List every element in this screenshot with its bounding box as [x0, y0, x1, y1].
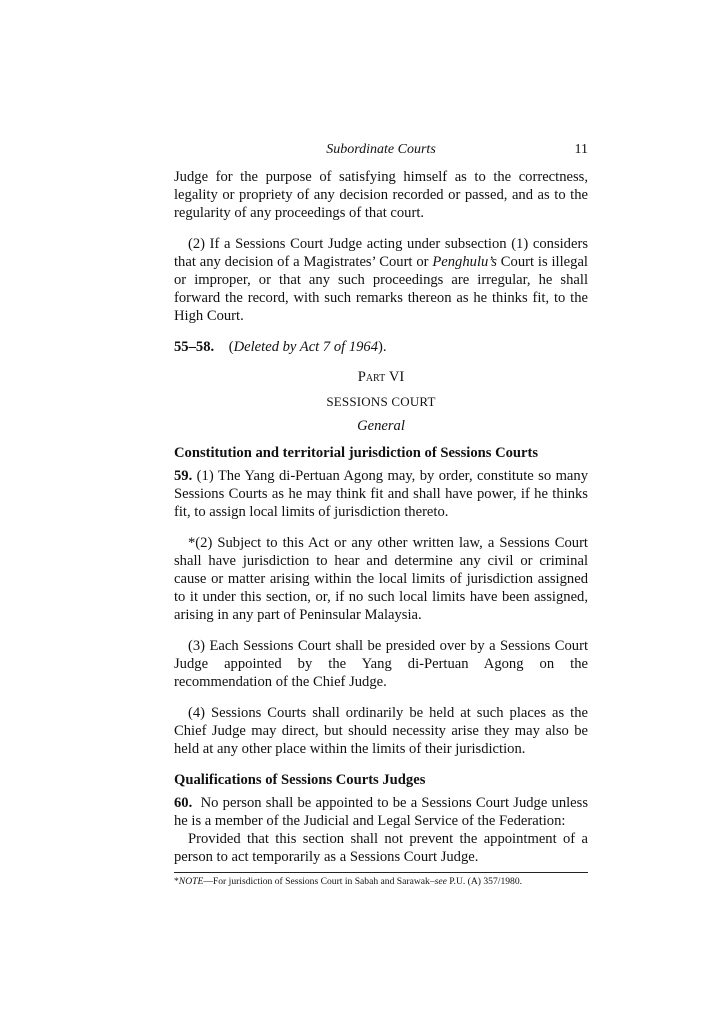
section-59-1: [174, 467, 588, 521]
page-number: 11: [574, 142, 588, 157]
deleted-sections-number: 55–58.: [174, 339, 215, 355]
section-59-heading: Constitution and territorial jurisdiction of Sessions Courts: [174, 445, 539, 461]
part-number: VI: [388, 369, 405, 385]
page: [174, 141, 588, 888]
deleted-open-paren: (: [228, 339, 234, 355]
part-name: SESSIONS COURT: [326, 394, 436, 409]
footnote: [174, 876, 588, 888]
section-60-number: 60.: [174, 795, 193, 811]
footnote-see: see: [434, 876, 447, 887]
footnote-star: *: [174, 876, 179, 887]
section-60-heading: Qualifications of Sessions Courts Judges: [174, 772, 426, 788]
footnote-text-b: P.U. (A) 357/1980.: [446, 876, 523, 887]
section-60-text: [174, 794, 588, 830]
part-label: Part: [357, 369, 386, 385]
section-59-2: *(2) Subject to this Act or any other written law, a Sessions Court shall have jurisdiction to hear and determine any civil or criminal cause or matter arising within the local limits of jurisdiction assigned to it under this section, or, if no such local limits have been assigned, arising in any part of Peninsular Malaysia.: [174, 535, 588, 623]
part-subtitle: General: [357, 418, 405, 434]
footnote-text-a: —For jurisdiction of Sessions Court in Sabah and Sarawak–: [203, 876, 435, 887]
running-head: [174, 141, 588, 161]
footnote-divider: [174, 872, 588, 873]
section-59-number: 59.: [174, 468, 193, 484]
deleted-sections: [174, 338, 588, 356]
section-59-4: (4) Sessions Courts shall ordinarily be held at such places as the Chief Judge may direct, but should necessity arise they may also be held at any other place within the limits of their jurisdiction.: [174, 705, 588, 757]
subsection-54-2-italic: Penghulu’s: [432, 254, 497, 270]
footnote-note-label: NOTE: [178, 876, 204, 887]
section-59-3: (3) Each Sessions Court shall be presided over by a Sessions Court Judge appointed by the Yang di-Pertuan Agong on the recommendation of the Chief Judge.: [174, 638, 588, 690]
part-heading: [174, 368, 588, 386]
section-60-proviso: Provided that this section shall not prevent the appointment of a person to act temporarily as a Sessions Court Judge.: [174, 831, 588, 865]
subsection-54-2: [174, 235, 588, 325]
deleted-sections-note: Deleted by Act 7 of 1964: [233, 339, 379, 355]
section-60-body: No person shall be appointed to be a Sessions Court Judge unless he is a member of the Judicial and Legal Service of the Federation:: [174, 795, 589, 829]
section-59-1-text: (1) The Yang di-Pertuan Agong may, by order, constitute so many Sessions Courts as he may think fit and shall have power, if he thinks fit, to assign local limits of jurisdiction thereto.: [174, 468, 588, 520]
deleted-close-paren: ).: [378, 339, 387, 355]
running-head-title: Subordinate Courts: [326, 142, 436, 157]
continued-paragraph: Judge for the purpose of satisfying himself as to the correctness, legality or propriety of any decision recorded or passed, and as to the regularity of any proceedings of that court.: [174, 169, 588, 221]
subsection-54-2-text-a: (2) If a Sessions Court Judge acting under subsection (1) considers that any decision of a Magistrates’ Court or: [174, 236, 588, 270]
subsection-54-2-text-b: Court is illegal or improper, or that any such proceedings are irregular, he shall forward the record, with such remarks thereon as he thinks fit, to the High Court.: [174, 254, 588, 324]
